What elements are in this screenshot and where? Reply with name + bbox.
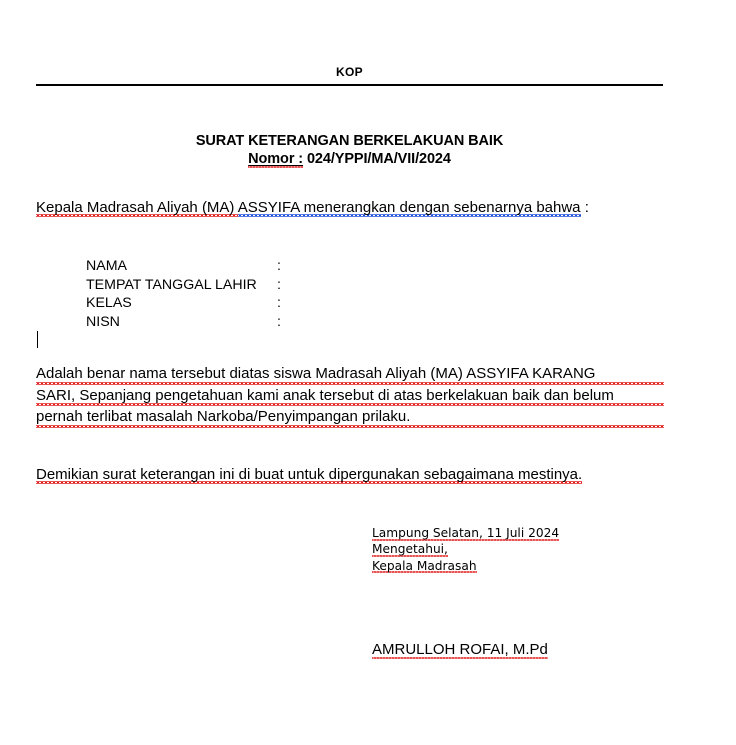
- signature-place-date: [372, 525, 672, 541]
- field-row-tempat-tanggal-lahir: [86, 276, 506, 295]
- closing-paragraph-text: Demikian surat keterangan ini di buat untuk dipergunakan sebagaimana mestinya.: [36, 466, 583, 483]
- nomor-value: 024/YPPI/MA/VII/2024: [306, 151, 451, 167]
- intro-paragraph: [36, 198, 676, 218]
- text-cursor-caret: [37, 331, 38, 348]
- field-label-nisn: NISN: [86, 313, 120, 330]
- field-row-kelas: [86, 294, 506, 313]
- signature-mengetahui: [372, 541, 672, 557]
- field-colon-nisn: :: [277, 313, 281, 330]
- signature-mengetahui-text: Mengetahui,: [372, 542, 448, 557]
- field-colon-kelas: :: [277, 295, 281, 312]
- title-block: [36, 132, 663, 168]
- body-paragraph: [36, 364, 664, 429]
- kop-header-label: KOP: [336, 65, 363, 79]
- body-paragraph-line-3: pernah terlibat masalah Narkoba/Penyimpangan prilaku.: [36, 407, 664, 429]
- document-number-line: [36, 150, 663, 168]
- field-row-nisn: [86, 313, 506, 332]
- body-paragraph-line-1: Adalah benar nama tersebut diatas siswa Madrasah Aliyah (MA) ASSYIFA KARANG: [36, 364, 664, 386]
- field-row-nama: [86, 257, 506, 276]
- signature-block: [372, 525, 672, 574]
- signature-place-date-text: Lampung Selatan, 11 Juli 2024: [372, 526, 560, 540]
- field-label-tempat-tanggal-lahir: TEMPAT TANGGAL LAHIR: [86, 276, 257, 293]
- signature-position: [372, 558, 672, 574]
- field-label-kelas: KELAS: [86, 295, 132, 312]
- signature-name: [372, 640, 548, 659]
- field-colon-nama: :: [277, 258, 281, 274]
- document-title: SURAT KETERANGAN BERKELAKUAN BAIK: [195, 133, 504, 149]
- intro-text-part1: Kepala Madrasah Aliyah (MA): [36, 199, 238, 216]
- signature-name-text: AMRULLOH ROFAI, M.Pd: [372, 641, 548, 658]
- closing-paragraph: [36, 465, 676, 485]
- field-label-nama: NAMA: [86, 258, 127, 274]
- body-paragraph-line-2: SARI, Sepanjang pengetahuan kami anak tersebut di atas berkelakuan baik dan belum: [36, 386, 664, 408]
- signature-position-text: Kepala Madrasah: [372, 558, 477, 573]
- nomor-label: Nomor :: [248, 151, 304, 167]
- intro-text-part2: ASSYIFA menerangkan dengan sebenarnya bahwa: [237, 199, 581, 216]
- student-field-list: [86, 257, 506, 331]
- field-colon-tempat-tanggal-lahir: :: [277, 276, 281, 293]
- intro-text-part3: :: [580, 199, 589, 216]
- header-divider-rule: [36, 84, 663, 86]
